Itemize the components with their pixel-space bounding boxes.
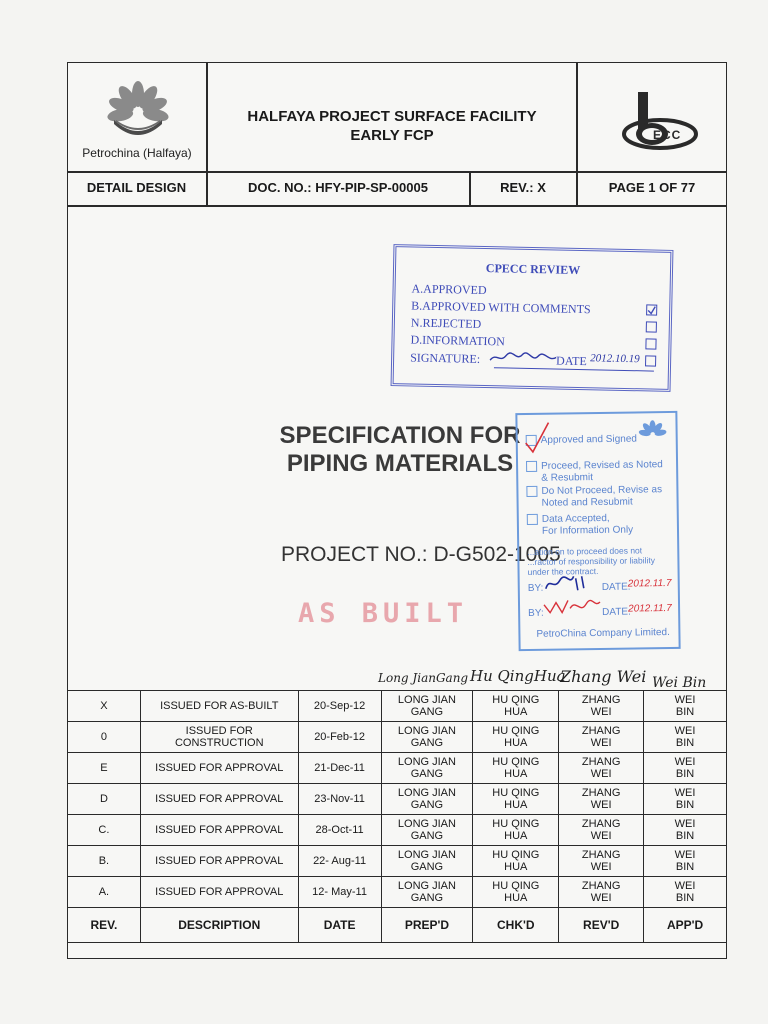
review-date: 2012.10.19: [590, 352, 640, 366]
stamp-option-b-text1: Proceed, Revised as Noted: [541, 459, 663, 472]
revision-cell-text: HUA: [504, 706, 528, 718]
petrochina-logo-icon: [106, 80, 170, 142]
stamp-note-line1: ...ation on to proceed does not: [527, 545, 643, 557]
revision-cell: [298, 722, 381, 753]
revision-cell-text: WEI: [590, 799, 612, 811]
revision-cell: [381, 753, 473, 784]
revision-cell: [644, 846, 727, 877]
revision-cell: [381, 784, 473, 815]
revision-cell: [473, 877, 559, 908]
cpecc-review-stamp: [391, 244, 674, 392]
revision-cell-text: E: [100, 762, 108, 774]
revision-cell: [140, 722, 298, 753]
revision-cell-text: BIN: [675, 706, 695, 718]
revision-cell: [68, 722, 141, 753]
stamp-box-b: [526, 461, 537, 472]
signature-prepared: Long JianGang: [378, 671, 469, 685]
revision-cell: [140, 877, 298, 908]
revision-cell: [381, 815, 473, 846]
revision-cell: [473, 815, 559, 846]
stamp-option-d-text2: For Information Only: [541, 524, 634, 537]
revision-cell-text: BIN: [675, 768, 695, 780]
revision-cell-text: HUA: [504, 830, 528, 842]
revision-cell-text: ISSUED FOR CONSTRUCTION: [174, 725, 264, 749]
revision-cell: [140, 815, 298, 846]
stamp-option-c-text1: Do Not Proceed, Revise as: [541, 484, 663, 497]
stamp-option-a-text: Approved and Signed: [540, 433, 637, 446]
revision-cell-text: ZHANG: [581, 787, 621, 799]
revision-cell-text: WEI: [674, 849, 696, 861]
revision-cell-text: BIN: [675, 892, 695, 904]
revision-cell-text: HUA: [504, 861, 528, 873]
company-name: Petrochina (Halfaya): [82, 146, 192, 160]
red-check-icon: [521, 421, 551, 455]
revision-cell-text: LONG JIAN: [397, 787, 456, 799]
checkbox-d: [645, 338, 656, 349]
revision-cell-text: 0: [100, 731, 107, 743]
stamp-option-d-text1: Data Accepted,: [541, 512, 610, 525]
revision-cell: [381, 722, 473, 753]
revision-cell: [140, 846, 298, 877]
stamp-by-label-2: BY:: [528, 607, 544, 619]
revision-cell: [68, 691, 141, 722]
revision-cell-text: LONG JIAN: [397, 818, 456, 830]
revision-cell-text: WEI: [590, 768, 612, 780]
revision-header-cell: REV'D: [559, 908, 644, 943]
revision-cell: [298, 691, 381, 722]
revision-cell-text: D: [99, 793, 108, 805]
revision-cell: [298, 846, 381, 877]
as-built-watermark: AS BUILT: [298, 598, 469, 629]
revision-cell-text: ISSUED FOR AS-BUILT: [160, 700, 279, 712]
revision-cell-text: ISSUED FOR APPROVAL: [155, 855, 284, 867]
header-divider: [67, 171, 727, 173]
revision-cell-text: 23-Nov-11: [314, 793, 365, 805]
revision-cell-text: LONG JIAN: [397, 880, 456, 892]
revision-cell: [559, 815, 644, 846]
stamp-company: PetroChina Company Limited.: [536, 627, 670, 640]
petrochina-stamp-logo-icon: [637, 419, 667, 445]
approver-signature-1-icon: [544, 572, 594, 593]
approver-signature-2-icon: [542, 596, 602, 617]
revision-cell-text: HU QING: [492, 880, 540, 892]
revision-cell: [644, 784, 727, 815]
revision-cell-text: BIN: [675, 737, 695, 749]
revision-cell-text: HU QING: [492, 756, 540, 768]
checkbox-n: [646, 321, 657, 332]
stamp-option-c: [526, 484, 662, 498]
stamp-box-c: [526, 486, 537, 497]
revision-cell-text: HU QING: [492, 818, 540, 830]
revision-cell-text: WEI: [674, 694, 696, 706]
revision-cell: [473, 691, 559, 722]
revision-cell: [644, 753, 727, 784]
revision-header-cell: PREP'D: [381, 908, 473, 943]
reviewer-signature-icon: [488, 349, 558, 366]
petrochina-approval-stamp: [515, 411, 680, 651]
revision-cell: [68, 846, 141, 877]
revision-cell-text: BIN: [675, 830, 695, 842]
revision-cell: [473, 753, 559, 784]
signature-checked: Hu QingHua: [470, 667, 566, 685]
revision-cell-text: ISSUED FOR APPROVAL: [155, 793, 284, 805]
revision-cell-text: ISSUED FOR APPROVAL: [155, 762, 284, 774]
revision-cell: [559, 753, 644, 784]
project-title-line2: EARLY FCP: [350, 127, 434, 144]
revision-cell-text: GANG: [410, 706, 444, 718]
revision-cell: [644, 691, 727, 722]
revision-cell-text: WEI: [674, 787, 696, 799]
revision-cell-text: ISSUED FOR APPROVAL: [155, 824, 284, 836]
revision-cell-text: WEI: [674, 756, 696, 768]
review-option-d: D.INFORMATION: [410, 332, 505, 349]
revision-cell: [68, 815, 141, 846]
revision-cell: [559, 691, 644, 722]
revision-header-cell: CHK'D: [473, 908, 559, 943]
stamp-option-b-text2: & Resubmit: [541, 472, 594, 484]
stamp-by-label-1: BY:: [527, 582, 544, 594]
revision-cell-text: ZHANG: [581, 880, 621, 892]
stamp-date-label-2: DATE:: [602, 606, 631, 618]
signature-reviewed: Zhang Wei: [560, 667, 647, 686]
revision-cell-text: ZHANG: [581, 694, 621, 706]
revision-cell-text: HU QING: [492, 849, 540, 861]
stamp-date-label-1: DATE:: [601, 581, 631, 593]
signature-approved: Wei Bin: [652, 675, 707, 691]
document-title-line2: PIPING MATERIALS: [286, 450, 514, 477]
revision-header-cell: APP'D: [644, 908, 727, 943]
revision-cell: [644, 722, 727, 753]
revision-cell: [473, 722, 559, 753]
checkbox-b-checked: [646, 304, 657, 315]
revision-cell: [559, 846, 644, 877]
revision-cell-text: WEI: [674, 725, 696, 737]
doc-number: DOC. NO.: HFY-PIP-SP-00005: [248, 180, 428, 195]
revision-cell-text: B.: [98, 855, 110, 867]
revision-header-row: [68, 908, 727, 943]
stamp-option-c-text2: Noted and Resubmit: [541, 496, 633, 509]
revision-cell: [381, 877, 473, 908]
revision-cell: [140, 753, 298, 784]
revision-cell-text: WEI: [590, 861, 612, 873]
revision-cell: [381, 691, 473, 722]
document-title-line1: SPECIFICATION FOR: [279, 422, 521, 449]
revision-cell-text: WEI: [590, 706, 612, 718]
revision-row: [68, 784, 727, 815]
revision-cell-text: X: [100, 700, 108, 712]
ecc-logo-text: ECC: [653, 128, 682, 142]
ecc-logo-icon: [612, 88, 708, 158]
revision-cell-text: WEI: [590, 830, 612, 842]
revision-cell-text: BIN: [675, 799, 695, 811]
page-number: PAGE 1 OF 77: [608, 180, 696, 195]
revision-cell-text: LONG JIAN: [397, 725, 456, 737]
review-date-label: DATE: [555, 353, 587, 369]
revision-cell-text: ZHANG: [581, 818, 621, 830]
stamp-option-b: [526, 459, 663, 473]
signature-label: SIGNATURE:: [410, 350, 481, 366]
revision-cell-text: GANG: [410, 799, 444, 811]
revision-cell-text: ZHANG: [581, 756, 621, 768]
revision-cell: [473, 846, 559, 877]
revision-cell-text: 22- Aug-11: [313, 855, 367, 867]
revision-cell-text: 28-Oct-11: [315, 824, 364, 836]
revision-cell: [559, 722, 644, 753]
stamp-date-1: 2012.11.7: [627, 577, 672, 590]
revision-cell-text: 21-Dec-11: [314, 762, 365, 774]
revision-cell-text: ZHANG: [581, 725, 621, 737]
revision-cell-text: WEI: [674, 880, 696, 892]
detail-design-label: DETAIL DESIGN: [86, 180, 187, 195]
project-title-line1: HALFAYA PROJECT SURFACE FACILITY: [247, 108, 537, 125]
revision-cell-text: HUA: [504, 768, 528, 780]
revision-cell: [68, 784, 141, 815]
project-number: PROJECT NO.: D-G502-1005: [281, 543, 561, 566]
revision-cell-text: A.: [98, 886, 110, 898]
revision-cell-text: 20-Sep-12: [313, 700, 366, 712]
revision-header-cell: DATE: [298, 908, 381, 943]
revision-cell-text: LONG JIAN: [397, 694, 456, 706]
revision-cell-text: GANG: [410, 830, 444, 842]
review-option-n: N.REJECTED: [410, 315, 482, 331]
revision-cell-text: GANG: [410, 861, 444, 873]
revision-cell-text: HU QING: [492, 694, 540, 706]
stamp-box-d: [527, 514, 538, 525]
revision-cell: [381, 846, 473, 877]
checkbox-extra: [645, 355, 656, 366]
revision-row: [68, 815, 727, 846]
revision-table: [67, 690, 727, 943]
revision-cell: [298, 815, 381, 846]
revision-row: [68, 846, 727, 877]
revision-row: [68, 691, 727, 722]
revision-cell-text: HU QING: [492, 787, 540, 799]
revision-cell: [68, 877, 141, 908]
revision-cell-text: WEI: [590, 892, 612, 904]
revision-row: [68, 753, 727, 784]
revision-cell-text: ISSUED FOR APPROVAL: [155, 886, 284, 898]
revision-cell-text: BIN: [675, 861, 695, 873]
review-option-b: B.APPROVED WITH COMMENTS: [411, 298, 591, 317]
revision-cell-text: 20-Feb-12: [314, 731, 365, 743]
revision-cell-text: 12- May-11: [312, 886, 367, 898]
revision-cell-text: GANG: [410, 892, 444, 904]
revision-cell-text: LONG JIAN: [397, 849, 456, 861]
stamp-note-line3: under the contract.: [527, 565, 599, 577]
revision-cell-text: GANG: [410, 737, 444, 749]
revision-cell-text: HU QING: [492, 725, 540, 737]
header-divider-2: [67, 205, 727, 207]
revision-cell-text: GANG: [410, 768, 444, 780]
revision-row: [68, 722, 727, 753]
revision-cell: [298, 877, 381, 908]
revision-cell: [140, 784, 298, 815]
revision-cell: [559, 877, 644, 908]
revision-cell: [644, 877, 727, 908]
revision-row: [68, 877, 727, 908]
revision-cell-text: WEI: [590, 737, 612, 749]
revision-label: REV.: X: [500, 180, 546, 195]
revision-cell-text: HUA: [504, 892, 528, 904]
stamp-note-line2: ...ractor of responsibility or liability: [527, 555, 656, 567]
revision-cell: [140, 691, 298, 722]
revision-cell-text: WEI: [674, 818, 696, 830]
revision-cell: [559, 784, 644, 815]
revision-cell: [473, 784, 559, 815]
revision-cell-text: HUA: [504, 799, 528, 811]
revision-cell-text: C.: [98, 824, 110, 836]
revision-cell-text: LONG JIAN: [397, 756, 456, 768]
revision-header-cell: DESCRIPTION: [140, 908, 298, 943]
revision-cell: [644, 815, 727, 846]
review-option-a: A.APPROVED: [411, 281, 487, 298]
revision-cell: [68, 753, 141, 784]
revision-cell: [298, 753, 381, 784]
revision-cell-text: HUA: [504, 737, 528, 749]
revision-cell: [298, 784, 381, 815]
stamp-date-2: 2012.11.7: [628, 602, 672, 615]
review-stamp-title: CPECC REVIEW: [485, 261, 581, 277]
revision-cell-text: ZHANG: [581, 849, 621, 861]
revision-header-cell: REV.: [68, 908, 141, 943]
